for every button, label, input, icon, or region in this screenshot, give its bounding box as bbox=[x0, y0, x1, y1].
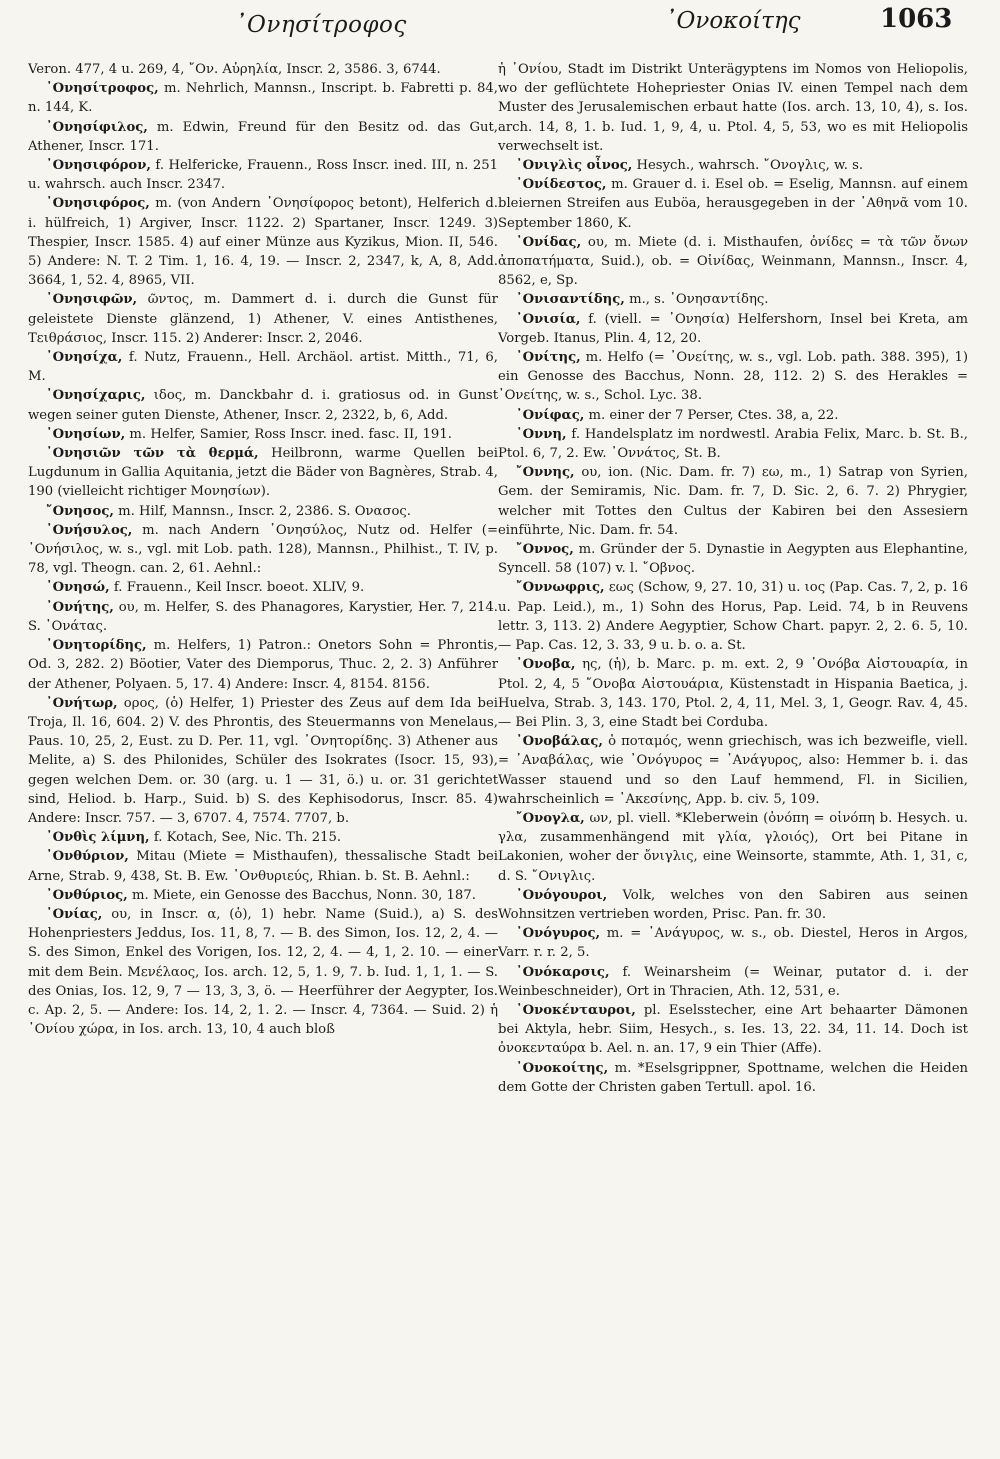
entry-headword: ᾿Ονησιφόρος, bbox=[46, 196, 150, 212]
entry-headword: ᾿Ονθύριον, bbox=[46, 849, 129, 865]
entry-text: m. nach Andern ᾿Ονησύλος, Nutz od. Helfer (= ᾿Ονήσιλος, w. s., vgl. mit Lob. path. 128), Mannsn., Philhist., T. IV, p. 78, vgl. Theogn. can. 2, 61. Aehnl.: bbox=[28, 522, 498, 577]
dictionary-entry bbox=[498, 348, 968, 406]
entry-text: f. Nutz, Frauenn., Hell. Archäol. artist. Mitth., 71, 6, M. bbox=[28, 350, 498, 385]
entry-headword: ᾿Ονησώ, bbox=[46, 580, 110, 596]
dictionary-entry bbox=[28, 444, 498, 502]
right-column bbox=[498, 60, 968, 1450]
entry-headword: ᾿Ονοβα, bbox=[516, 657, 576, 673]
entry-text: pl. Eselsstecher, eine Art behaarter Dämonen bei Aktyla, hebr. Siim, Hesych., s. Ies. 13, 22. 34, 11. 14. Doch ist ὀνοκενταύρα b. Ael. n. an. 17, 9 ein Thier (Affe). bbox=[498, 1002, 968, 1057]
entry-text: ιδος, m. Danckbahr d. i. gratiosus od. in Gunst wegen seiner guten Dienste, Athener, Inscr. 2, 2322, b, 6, Add. bbox=[28, 388, 498, 423]
entry-text: Heilbronn, warme Quellen bei Lugdunum in Gallia Aquitania, jetzt die Bäder von Bagnères, Strab. 4, 190 (vielleicht richtiger Μονησίων). bbox=[28, 446, 498, 500]
dictionary-entry bbox=[498, 290, 968, 309]
entry-headword: ῎Ονογλα, bbox=[516, 810, 585, 826]
dictionary-entry bbox=[28, 847, 498, 885]
entry-headword: ᾿Ονήσυλος, bbox=[46, 522, 133, 538]
entry-text: f. Frauenn., Keil Inscr. boeot. XLIV, 9. bbox=[109, 580, 365, 596]
entry-headword: ᾿Ονιγλὶς οἶνος, bbox=[516, 158, 633, 174]
entry-text: ὁ ποταμός, wenn griechisch, was ich bezweifle, viell. = ᾿Αναβάλας, wie ᾿Ονόγυρος = ᾿Ανάγυρος, also: Hemmer b. i. das Wasser stauend und so den Lauf hemmend, Fl. in Sicilien, wahrscheinlich = ᾿Ακεσίνης, App. b. civ. 5, 109. bbox=[498, 734, 968, 807]
entry-headword: ᾿Ονησίτροφος, bbox=[46, 81, 159, 97]
entry-text: f. Helfericke, Frauenn., Ross Inscr. ined. III, n. 251 u. wahrsch. auch Inscr. 2347. bbox=[28, 158, 498, 193]
entry-headword: ᾿Ονήτης, bbox=[46, 599, 114, 615]
dictionary-entry bbox=[498, 310, 968, 348]
running-head-left: ᾿Ονησίτροφος bbox=[235, 12, 407, 38]
entry-headword: ᾿Ονόγυρος, bbox=[516, 926, 601, 942]
entry-headword: ᾿Ονθὶς λίμνη, bbox=[46, 830, 150, 846]
entry-headword: ᾿Ονίας, bbox=[46, 906, 103, 922]
entry-text: m. Helfo (= ᾿Ονείτης, w. s., vgl. Lob. path. 388. 395), 1) ein Genosse des Bacchus, Nonn. 28, 112. 2) S. des Herakles = ᾿Ονείτης, w. s., Schol. Lyc. 38. bbox=[498, 350, 968, 404]
dictionary-entry bbox=[28, 194, 498, 290]
entry-text: ῶντος, m. Dammert d. i. durch die Gunst für geleistete Dienste glänzend, 1) Athener, V. eines Antisthenes, Τειθράσιος, Inscr. 115. 2) Anderer: Inscr. 2, 2046. bbox=[28, 292, 498, 346]
entry-text: m. = ᾿Ανάγυρος, w. s., ob. Diestel, Heros in Argos, Varr. r. r. 2, 5. bbox=[498, 926, 968, 961]
entry-text: m. *Eselsgrippner, Spottname, welchen die Heiden dem Gotte der Christen gaben Tertull. apol. 16. bbox=[498, 1060, 968, 1095]
dictionary-entry bbox=[498, 233, 968, 291]
entry-text: Volk, welches von den Sabiren aus seinen Wohnsitzen vertrieben worden, Prisc. Pan. fr. 30. bbox=[498, 887, 968, 922]
entry-headword: ῎Οννης, bbox=[516, 465, 575, 481]
entry-text: ου, ion. (Nic. Dam. fr. 7) εω, m., 1) Satrap von Syrien, Gem. der Semiramis, Nic. Dam. fr. 7, D. Sic. 2, 6. 7. 2) Phrygier, welcher mit Tottes den Cultus der Kabiren bei den Assesiern einführte, Nic. Dam. fr. 54. bbox=[498, 465, 968, 538]
dictionary-entry bbox=[498, 1001, 968, 1059]
entry-headword: ᾿Ονοκένταυροι, bbox=[516, 1002, 636, 1018]
entry-text: m. Grauer d. i. Esel ob. = Eselig, Mannsn. auf einem bleiernen Streifen aus Euböa, herausgegeben in der ᾿Αθηνᾶ vom 10. September 1860, K. bbox=[498, 177, 968, 231]
entry-text: f. Weinarsheim (= Weinar, putator d. i. der Weinbeschneider), Ort in Thracien, Ath. 12, 531, e. bbox=[498, 964, 968, 999]
entry-text: ης, (ἡ), b. Marc. p. m. ext. 2, 9 ᾿Ονόβα Αἰστουαρία, in Ptol. 2, 4, 5 ῎Ονοβα Αἰστουάρια, Küstenstadt in Hispania Baetica, j. Huelva, Strab. 3, 143. 170, Ptol. 2, 4, 11, Mel. 3, 1, Geogr. Rav. 4, 45. — Bei Plin. 3, 3, eine Stadt bei Corduba. bbox=[498, 657, 968, 730]
dictionary-entry bbox=[28, 636, 498, 694]
dictionary-entry bbox=[498, 156, 968, 175]
entry-text: m. Edwin, Freund für den Besitz od. das Gut, Athener, Inscr. 171. bbox=[28, 119, 498, 154]
dictionary-entry bbox=[28, 828, 498, 847]
dictionary-entry bbox=[28, 60, 498, 79]
dictionary-entry bbox=[498, 1059, 968, 1097]
entry-headword: ᾿Ονησιφῶν, bbox=[46, 292, 138, 308]
dictionary-entry bbox=[498, 578, 968, 655]
entry-headword: ᾿Ονοβάλας, bbox=[516, 734, 603, 750]
entry-headword: ᾿Ονισαντίδης, bbox=[516, 292, 625, 308]
entry-headword: ᾿Οννη, bbox=[516, 426, 567, 442]
dictionary-entry bbox=[28, 886, 498, 905]
entry-text: m. Miete, ein Genosse des Bacchus, Nonn. 30, 187. bbox=[127, 887, 476, 903]
entry-text: Veron. 477, 4 u. 269, 4, ῎Ον. Αὐρηλία, Inscr. 2, 3586. 3, 6744. bbox=[28, 62, 441, 77]
entry-headword: ᾿Ονησιφόρον, bbox=[46, 158, 151, 174]
entry-text: ου, in Inscr. α, (ὁ), 1) hebr. Name (Suid.), a) S. des Hohenpriesters Jeddus, Ios. 11, 8, 7. — B. des Simon, Ios. 12, 2, 4. — S. des Simon, Enkel des Vorigen, Ios. 12, 2, 4. — 4, 1, 2. 10. — einer mit dem Bein. Μενέλαος, Ios. arch. 12, 5, 1. 9, 7. b. Iud. 1, 1, 1. — S. des Onias, Ios. 12, 9, 7 — 13, 3, 3, ö. — Heerführer der Aegypter, Ios. c. Ap. 2, 5. — Andere: Ios. 14, 2, 1. 2. — Inscr. 4, 7364. — Suid. 2) ἡ ᾿Ονίου χώρα, in Ios. arch. 13, 10, 4 auch bloß bbox=[28, 906, 498, 1038]
entry-headword: ᾿Ονησίχα, bbox=[46, 350, 123, 366]
dictionary-entry bbox=[28, 79, 498, 117]
entry-text: ἡ ᾿Ονίου, Stadt im Distrikt Unterägyptens im Nomos von Heliopolis, wo der geflüchtete Hohepriester Onias IV. einen Tempel nach dem Muster des Jerusalemischen erbaut hatte (Ios. arch. 13, 10, 4), s. Ios. arch. 14, 8, 1. b. Iud. 1, 9, 4, u. Ptol. 4, 5, 53, wo es mit Heliopolis verwechselt ist. bbox=[498, 62, 968, 154]
entry-text: f. (viell. = ᾿Ονησία) Helfershorn, Insel bei Kreta, am Vorgeb. Itanus, Plin. 4, 12, 20. bbox=[498, 311, 968, 346]
entry-text: m. Helfers, 1) Patron.: Onetors Sohn = Phrontis, Od. 3, 282. 2) Böotier, Vater des Diemporus, Thuc. 2, 2. 3) Anführer der Athener, Polyaen. 5, 17. 4) Andere: Inscr. 4, 8154. 8156. bbox=[28, 638, 498, 692]
entry-text: m. Gründer der 5. Dynastie in Aegypten aus Elephantine, Syncell. 58 (107) v. l. ῎Οβνος. bbox=[498, 542, 968, 577]
entry-headword: ᾿Ονίτης, bbox=[516, 350, 581, 366]
entry-text: m. einer der 7 Perser, Ctes. 38, a, 22. bbox=[584, 407, 839, 423]
dictionary-entry bbox=[498, 175, 968, 233]
dictionary-entry bbox=[28, 348, 498, 386]
running-head-right: ᾿Ονοκοίτης bbox=[665, 8, 801, 34]
dictionary-entry bbox=[498, 463, 968, 540]
entry-headword: ᾿Ονησιῶν τῶν τὰ θερμά, bbox=[46, 446, 259, 462]
entry-headword: ᾿Ονήτωρ, bbox=[46, 695, 118, 711]
entry-text: f. Handelsplatz im nordwestl. Arabia Felix, Marc. b. St. B., Ptol. 6, 7, 2. Ew. ᾿Οννάτος, St. B. bbox=[498, 426, 968, 462]
dictionary-entry bbox=[498, 655, 968, 732]
dictionary-entry bbox=[28, 578, 498, 597]
dictionary-entry bbox=[28, 156, 498, 194]
entry-headword: ῎Ονησος, bbox=[46, 503, 114, 519]
dictionary-entry bbox=[498, 406, 968, 425]
entry-headword: ᾿Ονόγουροι, bbox=[516, 887, 608, 903]
dictionary-entry bbox=[28, 521, 498, 579]
page-number: 1063 bbox=[880, 4, 953, 34]
dictionary-entry bbox=[28, 502, 498, 521]
dictionary-entry bbox=[498, 809, 968, 886]
entry-text: ου, m. Miete (d. i. Misthaufen, ὀνίδες = τὰ τῶν ὄνων ἀποπατήματα, Suid.), ob. = Οἰνίδας, Weinmann, Mannsn., Inscr. 4, 8562, e, Sp. bbox=[498, 234, 968, 289]
dictionary-entry bbox=[498, 924, 968, 962]
entry-text: Mitau (Miete = Misthaufen), thessalische Stadt bei Arne, Strab. 9, 438, St. B. Ew. ᾿Ονθυριεύς, Rhian. b. St. B. Aehnl.: bbox=[28, 849, 498, 884]
entry-text: m., s. ᾿Ονησαντίδης. bbox=[624, 292, 769, 308]
dictionary-entry bbox=[28, 425, 498, 444]
dictionary-entry bbox=[498, 425, 968, 463]
entry-headword: ᾿Ονησίφιλος, bbox=[46, 119, 148, 135]
entry-headword: ᾿Ονίδεστος, bbox=[516, 177, 607, 193]
dictionary-entry bbox=[28, 386, 498, 424]
entry-headword: ᾿Ονόκαρσις, bbox=[516, 964, 610, 980]
entry-text: ορος, (ὁ) Helfer, 1) Priester des Zeus auf dem Ida bei Troja, Il. 16, 604. 2) V. des Phrontis, des Steuermanns von Menelaus, Paus. 10, 25, 2, Eust. zu D. Per. 11, vgl. ᾿Ονητορίδης. 3) Athener aus Melite, a) S. des Philonides, Schüler des Isokrates (Isocr. 15, 93), gegen welchen Dem. or. 30 (arg. u. 1 — 31, ö.) u. or. 31 gerichtet sind, Heliod. b. Harp., Suid. b) S. des Kephisodorus, Inscr. 85. 4) Andere: Inscr. 757. — 3, 6707. 4, 7574. 7707, b. bbox=[28, 695, 498, 826]
entry-headword: ῎Οννος, bbox=[516, 542, 574, 558]
entry-text: ων, pl. viell. *Kleberwein (ὀνόπη = οἰνόπη b. Hesych. u. γλα, zusammenhängend mit γλία, γλοιός), Ort bei Pitane in Lakonien, woher der ὄνιγλις, eine Weinsorte, stammte, Ath. 1, 31, c, d. S. ῎Ονιγλις. bbox=[498, 810, 968, 884]
dictionary-entry bbox=[28, 905, 498, 1039]
dictionary-entry bbox=[498, 963, 968, 1001]
left-column bbox=[28, 60, 498, 1450]
dictionary-entry bbox=[498, 732, 968, 809]
entry-text: m. Nehrlich, Mannsn., Inscript. b. Fabretti p. 84, n. 144, K. bbox=[28, 81, 498, 116]
entry-text: m. Hilf, Mannsn., Inscr. 2, 2386. S. Ονασος. bbox=[113, 503, 411, 519]
entry-headword: ᾿Ονησίων, bbox=[46, 426, 126, 442]
entry-headword: ᾿Ονισία, bbox=[516, 311, 581, 327]
entry-text: εως (Schow, 9, 27. 10, 31) u. ιος (Pap. Cas. 7, 2, p. 16 u. Pap. Leid.), m., 1) Sohn des Horus, Pap. Leid. 74, b in Reuvens lettr. 3, 113. 2) Andere Aegyptier, Schow Chart. papyr. 2, 2. 6. 5, 10. — Pap. Cas. 12, 3. 33, 9 u. b. o. a. St. bbox=[498, 580, 968, 654]
entry-text: m. (von Andern ᾿Ονησίφορος betont), Helferich d. i. hülfreich, 1) Argiver, Inscr. 1122. 2) Spartaner, Inscr. 1249. 3) Thespier, Inscr. 1585. 4) auf einer Münze aus Kyzikus, Mion. II, 546. 5) Andere: N. T. 2 Tim. 1, 16. 4, 19. — Inscr. 2, 2347, k, A, 8, Add. 3664, 1, 52. 4, 8965, VII. bbox=[28, 196, 498, 289]
entry-text: m. Helfer, Samier, Ross Inscr. ined. fasc. II, 191. bbox=[125, 426, 452, 442]
entry-text: f. Kotach, See, Nic. Th. 215. bbox=[149, 830, 342, 846]
dictionary-entry bbox=[28, 290, 498, 348]
entry-headword: ᾿Ονίδας, bbox=[516, 234, 582, 250]
dictionary-entry bbox=[498, 540, 968, 578]
dictionary-entry bbox=[498, 60, 968, 156]
entry-text: ου, m. Helfer, S. des Phanagores, Karystier, Her. 7, 214. S. ᾿Ονάτας. bbox=[28, 599, 498, 634]
dictionary-entry bbox=[498, 886, 968, 924]
dictionary-entry bbox=[28, 598, 498, 636]
entry-headword: ᾿Ονθύριος, bbox=[46, 887, 128, 903]
dictionary-entry bbox=[28, 694, 498, 828]
dictionary-entry bbox=[28, 118, 498, 156]
entry-headword: ᾿Ονοκοίτης, bbox=[516, 1060, 609, 1076]
entry-headword: ᾿Ονησίχαρις, bbox=[46, 388, 146, 404]
entry-headword: ῎Οννωφρις, bbox=[516, 580, 605, 596]
entry-headword: ᾿Ονητορίδης, bbox=[46, 638, 147, 654]
entry-text: Hesych., wahrsch. ῎Ονογλις, w. s. bbox=[632, 158, 864, 174]
entry-headword: ᾿Ονίφας, bbox=[516, 407, 585, 423]
